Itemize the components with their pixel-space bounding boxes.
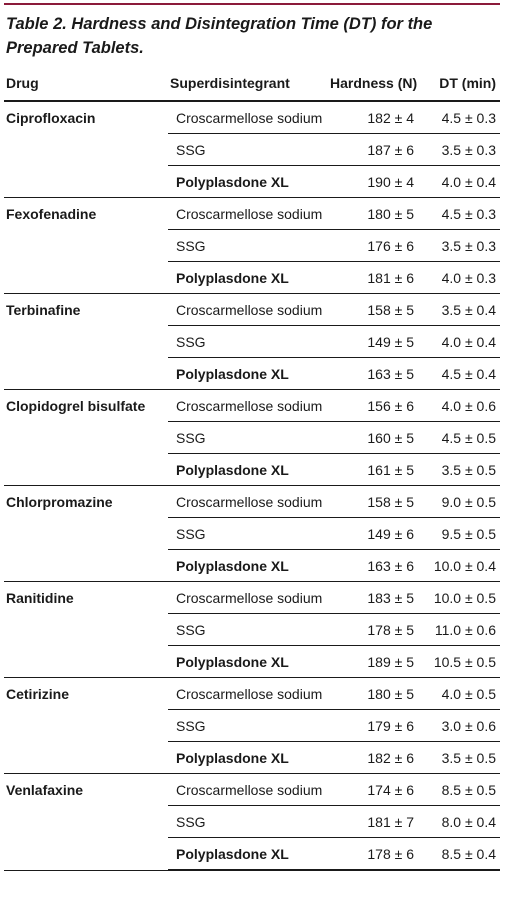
cell-drug bbox=[4, 230, 168, 262]
cell-dt: 4.0 ± 0.4 bbox=[418, 326, 500, 358]
cell-dt: 9.0 ± 0.5 bbox=[418, 486, 500, 518]
cell-drug bbox=[4, 134, 168, 166]
header-row bbox=[4, 66, 500, 101]
cell-superdisintegrant: SSG bbox=[168, 614, 328, 646]
cell-dt: 3.5 ± 0.5 bbox=[418, 742, 500, 774]
cell-dt: 3.5 ± 0.5 bbox=[418, 454, 500, 486]
cell-superdisintegrant: Polyplasdone XL bbox=[168, 646, 328, 678]
cell-hardness: 190 ± 4 bbox=[328, 166, 418, 198]
cell-hardness: 161 ± 5 bbox=[328, 454, 418, 486]
cell-superdisintegrant: SSG bbox=[168, 326, 328, 358]
cell-superdisintegrant: Croscarmellose sodium bbox=[168, 198, 328, 230]
table-row bbox=[4, 390, 500, 422]
cell-drug bbox=[4, 454, 168, 486]
cell-hardness: 182 ± 6 bbox=[328, 742, 418, 774]
cell-dt: 10.0 ± 0.4 bbox=[418, 550, 500, 582]
cell-drug: Ciprofloxacin bbox=[6, 109, 96, 126]
cell-dt: 3.5 ± 0.3 bbox=[418, 230, 500, 262]
cell-superdisintegrant: SSG bbox=[168, 422, 328, 454]
table-row bbox=[4, 198, 500, 230]
cell-drug: Fexofenadine bbox=[6, 205, 97, 222]
cell-drug bbox=[4, 358, 168, 390]
cell-hardness: 176 ± 6 bbox=[328, 230, 418, 262]
cell-drug: Ranitidine bbox=[6, 589, 74, 606]
cell-hardness: 178 ± 5 bbox=[328, 614, 418, 646]
cell-drug: Clopidogrel bisulfate bbox=[6, 397, 146, 414]
cell-hardness: 149 ± 6 bbox=[328, 518, 418, 550]
table-row bbox=[4, 614, 500, 646]
cell-superdisintegrant: Polyplasdone XL bbox=[168, 838, 328, 871]
cell-superdisintegrant: Croscarmellose sodium bbox=[168, 294, 328, 326]
header-superdisintegrant: Superdisintegrant bbox=[168, 66, 328, 101]
cell-drug bbox=[4, 614, 168, 646]
cell-hardness: 149 ± 5 bbox=[328, 326, 418, 358]
cell-superdisintegrant: SSG bbox=[168, 710, 328, 742]
cell-superdisintegrant: SSG bbox=[168, 518, 328, 550]
cell-hardness: 158 ± 5 bbox=[328, 294, 418, 326]
cell-dt: 4.0 ± 0.4 bbox=[418, 166, 500, 198]
table-row bbox=[4, 358, 500, 390]
table-row bbox=[4, 838, 500, 871]
cell-drug bbox=[4, 326, 168, 358]
table-row bbox=[4, 710, 500, 742]
table-row bbox=[4, 422, 500, 454]
cell-drug bbox=[4, 518, 168, 550]
cell-superdisintegrant: Croscarmellose sodium bbox=[168, 774, 328, 806]
cell-hardness: 181 ± 7 bbox=[328, 806, 418, 838]
cell-drug: Cetirizine bbox=[6, 685, 70, 702]
cell-drug bbox=[4, 262, 168, 294]
cell-superdisintegrant: Croscarmellose sodium bbox=[168, 678, 328, 710]
cell-superdisintegrant: Polyplasdone XL bbox=[168, 262, 328, 294]
cell-superdisintegrant: SSG bbox=[168, 230, 328, 262]
cell-drug bbox=[4, 646, 168, 678]
table-row bbox=[4, 742, 500, 774]
header-dt: DT (min) bbox=[418, 66, 500, 101]
cell-dt: 4.5 ± 0.3 bbox=[418, 101, 500, 134]
cell-hardness: 189 ± 5 bbox=[328, 646, 418, 678]
table-row bbox=[4, 262, 500, 294]
cell-hardness: 156 ± 6 bbox=[328, 390, 418, 422]
table-row bbox=[4, 230, 500, 262]
cell-drug bbox=[4, 806, 168, 838]
cell-superdisintegrant: SSG bbox=[168, 134, 328, 166]
cell-dt: 4.0 ± 0.3 bbox=[418, 262, 500, 294]
cell-dt: 3.0 ± 0.6 bbox=[418, 710, 500, 742]
cell-hardness: 163 ± 6 bbox=[328, 550, 418, 582]
cell-dt: 4.0 ± 0.6 bbox=[418, 390, 500, 422]
cell-superdisintegrant: Polyplasdone XL bbox=[168, 742, 328, 774]
cell-superdisintegrant: Croscarmellose sodium bbox=[168, 390, 328, 422]
table-row bbox=[4, 550, 500, 582]
cell-drug bbox=[4, 710, 168, 742]
cell-dt: 4.5 ± 0.4 bbox=[418, 358, 500, 390]
cell-drug bbox=[4, 838, 168, 871]
cell-drug bbox=[4, 742, 168, 774]
cell-hardness: 180 ± 5 bbox=[328, 198, 418, 230]
table-row bbox=[4, 582, 500, 614]
cell-superdisintegrant: Polyplasdone XL bbox=[168, 550, 328, 582]
hardness-dt-table bbox=[4, 66, 500, 871]
cell-dt: 8.5 ± 0.5 bbox=[418, 774, 500, 806]
cell-dt: 8.0 ± 0.4 bbox=[418, 806, 500, 838]
table-row bbox=[4, 166, 500, 198]
cell-dt: 4.0 ± 0.5 bbox=[418, 678, 500, 710]
table-row bbox=[4, 134, 500, 166]
cell-dt: 4.5 ± 0.5 bbox=[418, 422, 500, 454]
cell-drug bbox=[4, 550, 168, 582]
cell-dt: 4.5 ± 0.3 bbox=[418, 198, 500, 230]
header-drug: Drug bbox=[4, 66, 168, 101]
cell-dt: 11.0 ± 0.6 bbox=[418, 614, 500, 646]
table-row bbox=[4, 101, 500, 134]
cell-hardness: 180 ± 5 bbox=[328, 678, 418, 710]
table-row bbox=[4, 454, 500, 486]
cell-hardness: 158 ± 5 bbox=[328, 486, 418, 518]
table-row bbox=[4, 326, 500, 358]
cell-hardness: 160 ± 5 bbox=[328, 422, 418, 454]
cell-dt: 10.0 ± 0.5 bbox=[418, 582, 500, 614]
table-row bbox=[4, 646, 500, 678]
top-rule bbox=[4, 3, 500, 5]
cell-drug: Venlafaxine bbox=[6, 781, 84, 798]
cell-superdisintegrant: Croscarmellose sodium bbox=[168, 486, 328, 518]
cell-hardness: 181 ± 6 bbox=[328, 262, 418, 294]
cell-dt: 8.5 ± 0.4 bbox=[418, 838, 500, 871]
cell-drug bbox=[4, 166, 168, 198]
table-row bbox=[4, 806, 500, 838]
cell-superdisintegrant: Croscarmellose sodium bbox=[168, 582, 328, 614]
table-row bbox=[4, 678, 500, 710]
table-row bbox=[4, 486, 500, 518]
cell-dt: 3.5 ± 0.3 bbox=[418, 134, 500, 166]
cell-hardness: 183 ± 5 bbox=[328, 582, 418, 614]
cell-drug: Chlorpromazine bbox=[6, 493, 113, 510]
table-row bbox=[4, 518, 500, 550]
cell-superdisintegrant: Croscarmellose sodium bbox=[168, 101, 328, 134]
cell-dt: 9.5 ± 0.5 bbox=[418, 518, 500, 550]
cell-hardness: 163 ± 5 bbox=[328, 358, 418, 390]
table-body bbox=[4, 101, 500, 870]
cell-hardness: 174 ± 6 bbox=[328, 774, 418, 806]
cell-hardness: 179 ± 6 bbox=[328, 710, 418, 742]
cell-dt: 10.5 ± 0.5 bbox=[418, 646, 500, 678]
cell-hardness: 187 ± 6 bbox=[328, 134, 418, 166]
cell-hardness: 178 ± 6 bbox=[328, 838, 418, 871]
cell-hardness: 182 ± 4 bbox=[328, 101, 418, 134]
cell-superdisintegrant: Polyplasdone XL bbox=[168, 166, 328, 198]
cell-dt: 3.5 ± 0.4 bbox=[418, 294, 500, 326]
cell-drug bbox=[4, 422, 168, 454]
table-row bbox=[4, 294, 500, 326]
cell-drug: Terbinafine bbox=[6, 301, 81, 318]
table-row bbox=[4, 774, 500, 806]
cell-superdisintegrant: Polyplasdone XL bbox=[168, 358, 328, 390]
header-hardness: Hardness (N) bbox=[328, 66, 418, 101]
table-caption: Table 2. Hardness and Disintegration Time (DT) for the Prepared Tablets. bbox=[6, 15, 433, 57]
cell-superdisintegrant: SSG bbox=[168, 806, 328, 838]
cell-superdisintegrant: Polyplasdone XL bbox=[168, 454, 328, 486]
